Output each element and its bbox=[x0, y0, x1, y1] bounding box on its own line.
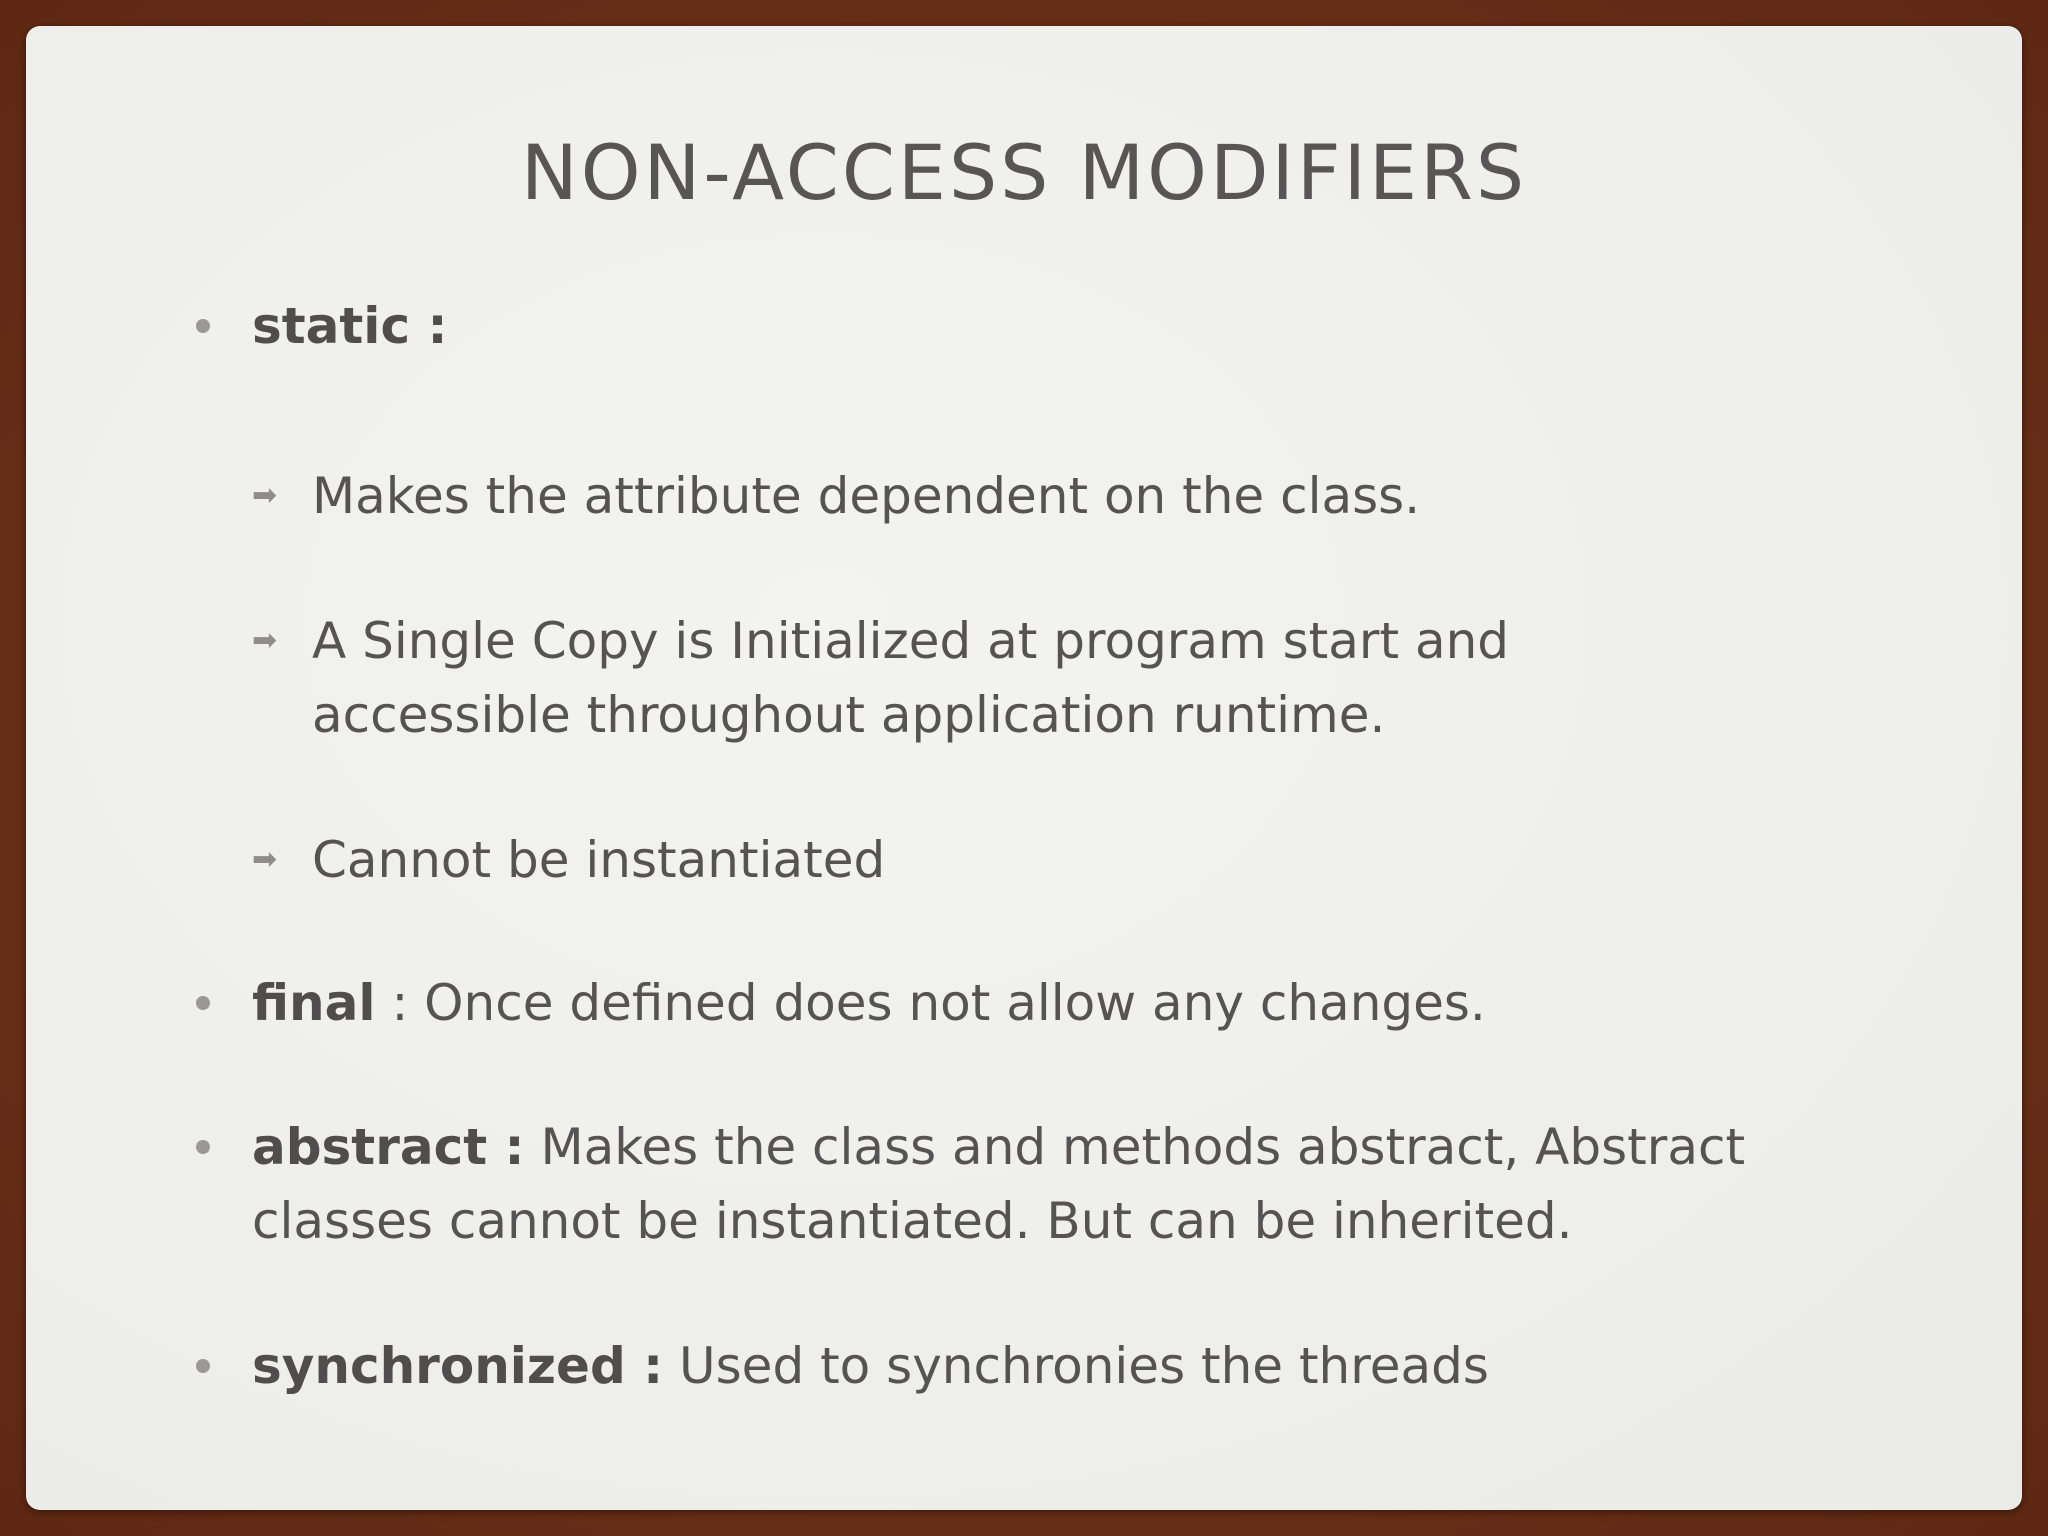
bullet-dot bbox=[196, 1359, 210, 1373]
slide-content bbox=[26, 26, 2022, 1510]
bullet-abstract bbox=[252, 1109, 1745, 1185]
sub-item-1: Makes the attribute dependent on the class. bbox=[312, 467, 1421, 525]
abstract-description: Makes the class and methods abstract, Abstract bbox=[524, 1118, 1746, 1176]
bullet-final bbox=[252, 965, 1486, 1041]
slide-title: NON-ACCESS MODIFIERS bbox=[520, 128, 1528, 217]
term-final: final bbox=[252, 974, 376, 1032]
slide bbox=[26, 26, 2022, 1510]
bullet-synchronized bbox=[252, 1328, 1489, 1404]
bullet-static bbox=[252, 288, 447, 364]
bullet-dot bbox=[196, 1140, 210, 1154]
final-description: : Once defined does not allow any changes. bbox=[375, 974, 1486, 1032]
arrow-icon: ➡ bbox=[252, 478, 278, 513]
sub-item-2: A Single Copy is Initialized at program start and bbox=[312, 612, 1510, 670]
term-synchronized: synchronized : bbox=[252, 1337, 664, 1395]
arrow-icon: ➡ bbox=[252, 842, 278, 877]
bullet-dot bbox=[196, 319, 210, 333]
term-static: static : bbox=[252, 297, 448, 355]
term-abstract: abstract : bbox=[252, 1118, 525, 1176]
sub-item-2-continuation: accessible throughout application runtime. bbox=[312, 686, 1386, 744]
bullet-dot bbox=[196, 996, 210, 1010]
synchronized-description: Used to synchronies the threads bbox=[663, 1337, 1489, 1395]
abstract-continuation: classes cannot be instantiated. But can be inherited. bbox=[252, 1192, 1573, 1250]
arrow-icon: ➡ bbox=[252, 623, 278, 658]
sub-item-3: Cannot be instantiated bbox=[312, 831, 886, 889]
